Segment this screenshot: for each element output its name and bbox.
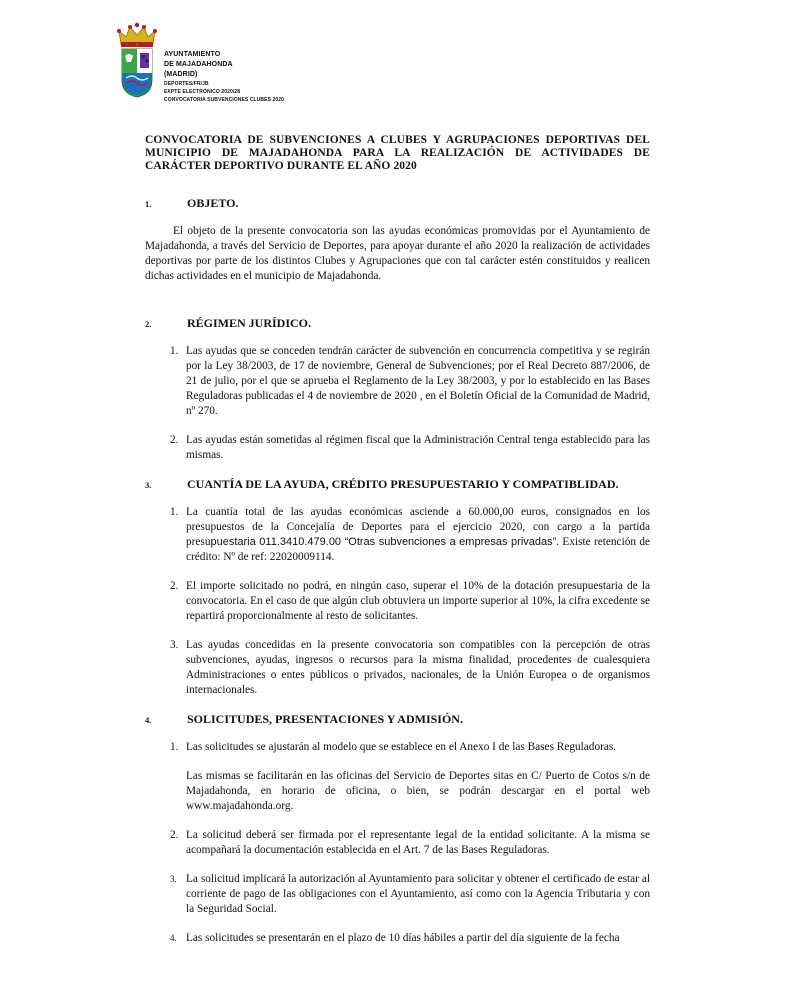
section-solicitudes bbox=[145, 712, 650, 946]
list-item bbox=[170, 505, 650, 565]
numbered-list bbox=[145, 344, 650, 463]
item-number: 1. bbox=[170, 741, 179, 753]
budget-line-reference: puestaria 011.3410.479.00 “Otras subvenciones a empresas privadas” bbox=[210, 536, 557, 548]
org-name-line-3: (MADRID) bbox=[164, 71, 198, 78]
section-objeto bbox=[145, 196, 650, 284]
item-number: 4. bbox=[170, 933, 177, 943]
section-heading bbox=[145, 712, 650, 728]
list-item bbox=[170, 433, 650, 463]
organization-header bbox=[164, 50, 284, 104]
item-number: 2. bbox=[170, 434, 179, 446]
section-number: 2. bbox=[145, 319, 152, 329]
numbered-list bbox=[145, 740, 650, 946]
section-heading bbox=[145, 477, 650, 493]
list-item bbox=[170, 579, 650, 624]
list-item bbox=[170, 638, 650, 698]
item-text: Las ayudas están sometidas al régimen fiscal que la Administración Central tenga establecido para las mismas. bbox=[186, 434, 650, 461]
item-text: Las ayudas concedidas en la presente convocatoria son compatibles con la percepción de otras subvenciones, ayudas, ingresos o recursos para la misma finalidad, procedentes de cualesquiera Administraciones o entes públicos o privados, nacionales, de la Unión Europea o de organismos internacionales. bbox=[186, 639, 650, 696]
item-number: 3. bbox=[170, 639, 179, 651]
item-number: 2. bbox=[170, 829, 179, 841]
item-text: La solicitud implicará la autorización al Ayuntamiento para solicitar y obtener el certificado de estar al corriente de pago de las obligaciones con el Ayuntamiento, así como con la Agencia Tributaria y con la Seguridad Social. bbox=[186, 873, 650, 915]
item-text-part-c: . Existe retención de crédito: Nº de ref: 22020009114. bbox=[186, 536, 650, 563]
item-subparagraph: Las mismas se facilitarán en las oficinas del Servicio de Deportes sitas en C/ Puerto de Cotos s/n de Majadahonda, en horario de oficina, o bien, se podrán descargar en el portal web www.majadahonda.org. bbox=[186, 770, 650, 812]
item-text: Las solicitudes se presentarán en el plazo de 10 días hábiles a partir del día siguiente de la fecha bbox=[186, 932, 620, 944]
section-number: 3. bbox=[145, 480, 152, 490]
list-item bbox=[170, 872, 650, 917]
section-number: 4. bbox=[145, 715, 152, 725]
section-cuantia bbox=[145, 477, 650, 698]
section-regimen-juridico bbox=[145, 316, 650, 463]
item-text bbox=[186, 505, 650, 565]
item-text: El importe solicitado no podrá, en ningún caso, superar el 10% de la dotación presupuestaria de la convocatoria. En el caso de que algún club obtuviera un importe superior al 10%, la cifra excedente se repartirá proporcionalmente al resto de solicitantes. bbox=[186, 580, 650, 622]
item-text: Las ayudas que se conceden tendrán carácter de subvención en concurrencia competitiva y se regirán por la Ley 38/2003, de 17 de noviembre, General de Subvenciones; por el Real Decreto 887/2006, de 21 de julio, por el que se aprueba el Reglamento de la Ley 38/2003, y por lo establecido en las Bases Reguladoras publicadas el 4 de noviembre de 2020 , en el Boletín Oficial de la Comunidad de Madrid, nº 270. bbox=[186, 345, 650, 417]
section-paragraph: El objeto de la presente convocatoria son las ayudas económicas promovidas por el Ayuntamiento de Majadahonda, a través del Servicio de Deportes, para apoyar durante el año 2020 la realización de actividades deportivas por parte de los distintos Clubes y Agrupaciones que con tal carácter estén constituidos y realicen dichas actividades en el municipio de Majadahonda. bbox=[145, 225, 650, 282]
ref-line-2: EXPTE ELECTRÓNICO 2020/28 bbox=[164, 89, 241, 95]
list-item bbox=[170, 740, 650, 814]
list-item bbox=[170, 828, 650, 858]
item-number: 1. bbox=[170, 506, 179, 518]
org-name-line-2: DE MAJADAHONDA bbox=[164, 61, 233, 68]
item-text-main: Las solicitudes se ajustarán al modelo que se establece en el Anexo I de las Bases Reguladoras. bbox=[186, 741, 617, 753]
item-text-part-a: La cuantía total de las ayudas económicas asciende a 60.000,00 euros, consignados en los presupuestos de la Concejalía de Deportes para el ejercicio 2020, con cargo a la partida presu bbox=[186, 506, 650, 548]
list-item bbox=[170, 931, 650, 946]
section-number: 1. bbox=[145, 199, 152, 209]
section-title: SOLICITUDES, PRESENTACIONES Y ADMISIÓN. bbox=[187, 712, 463, 726]
ref-line-3: CONVOCATORIA SUBVENCIONES CLUBES 2020 bbox=[164, 97, 285, 103]
document-body bbox=[145, 196, 650, 960]
section-title: CUANTÍA DE LA AYUDA, CRÉDITO PRESUPUESTARIO Y COMPATIBLIDAD. bbox=[187, 477, 619, 491]
org-name-line-1: AYUNTAMIENTO bbox=[164, 51, 221, 58]
item-number: 1. bbox=[170, 345, 179, 357]
section-heading bbox=[145, 316, 650, 332]
ref-line-1: DEPORTES/FR/JB bbox=[164, 81, 209, 87]
item-number: 2. bbox=[170, 580, 179, 592]
numbered-list bbox=[145, 505, 650, 698]
majadahonda-coat-of-arms-logo bbox=[116, 22, 158, 98]
item-text: La solicitud deberá ser firmada por el representante legal de la entidad solicitante. A la misma se acompañará la documentación establecida en el Art. 7 de las Bases Reguladoras. bbox=[186, 829, 650, 856]
item-number: 3. bbox=[170, 874, 177, 884]
item-text bbox=[186, 740, 650, 814]
document-title: CONVOCATORIA DE SUBVENCIONES A CLUBES Y AGRUPACIONES DEPORTIVAS DEL MUNICIPIO DE MAJADAHONDA PARA LA REALIZACIÓN DE ACTIVIDADES DE CARÁCTER DEPORTIVO DURANTE EL AÑO 2020 bbox=[145, 134, 650, 172]
section-title: RÉGIMEN JURÍDICO. bbox=[187, 316, 312, 330]
list-item bbox=[170, 344, 650, 419]
section-heading bbox=[145, 196, 650, 212]
section-title: OBJETO. bbox=[187, 196, 239, 210]
